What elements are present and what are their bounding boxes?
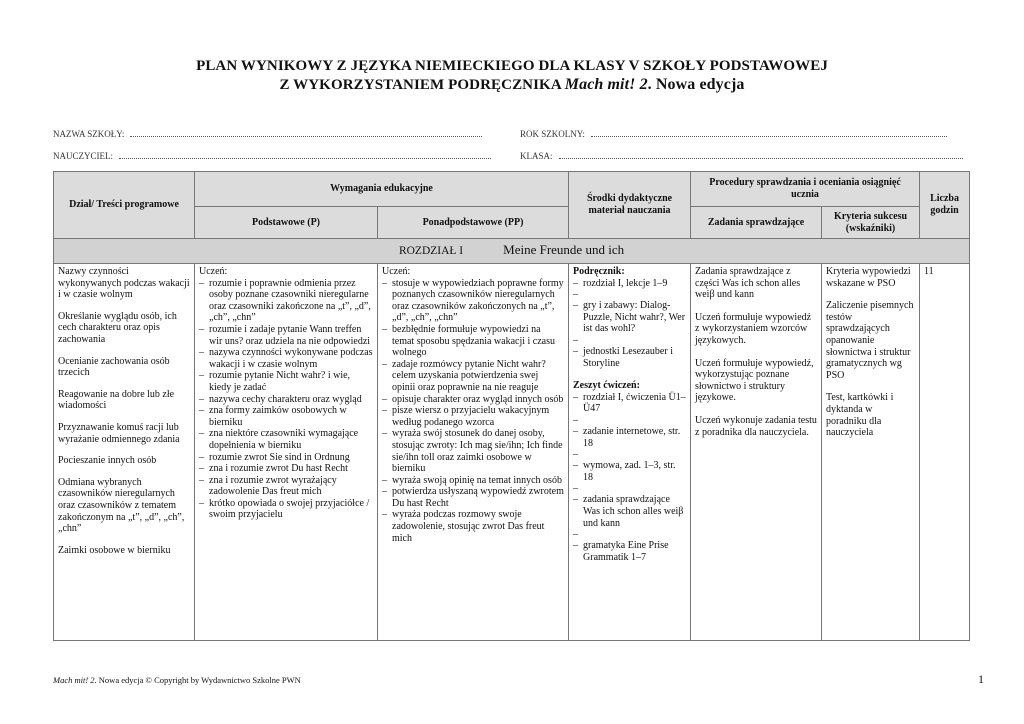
header-criteria: Kryteria sukcesu (wskaźniki) xyxy=(822,207,920,239)
basic-intro: Uczeń: xyxy=(199,266,228,277)
title-book: Mach mit! 2 xyxy=(564,76,648,93)
task-item: Zadania sprawdzające z części Was ich schon alles weiβ und kann xyxy=(695,266,801,301)
material-spacer xyxy=(573,415,686,426)
basic-requirements-cell xyxy=(195,264,378,641)
materials-cell xyxy=(569,264,691,641)
document-title-line1: PLAN WYNIKOWY Z JĘZYKA NIEMIECKIEGO DLA KLASY V SZKOŁY PODSTAWOWEJ xyxy=(196,58,828,74)
basic-item: – krótko opowiada o swojej przyjaciółce / swoim przyjacielu xyxy=(199,498,373,521)
footer-text: . Nowa edycja © Copyright by Wydawnictwo Szkolne PWN xyxy=(94,675,301,685)
topic-item: Ocenianie zachowania osób trzecich xyxy=(58,355,170,379)
basic-item: – zna i rozumie zwrot wyrażający zadowolenie Das freut mich xyxy=(199,475,373,498)
advanced-item: – wyraża podczas rozmowy swoje zadowolenie, stosując zwrot Das freut mich xyxy=(382,509,564,544)
basic-item: – zna i rozumie zwrot Du hast Recht xyxy=(199,463,373,475)
footer-book: Mach mit! 2 xyxy=(53,675,95,685)
basic-item: – zna niektóre czasowniki wymagające dopełnienia w bierniku xyxy=(199,428,373,451)
header-procedures: Procedury sprawdzania i oceniania osiągnięć ucznia xyxy=(691,172,920,207)
advanced-item: – stosuje w wypowiedziach poprawne formy poznanych czasowników nieregularnych oraz czasowników zakończonych na „t”, „d”, „ch”, „chn” xyxy=(382,278,564,324)
material-item: – jednostki Lesezauber i Storyline xyxy=(573,346,686,369)
teacher-label: NAUCZYCIEL: xyxy=(53,151,113,161)
topic-item: Reagowanie na dobre lub złe wiadomości xyxy=(58,388,175,412)
topic-item: Określanie wyglądu osób, ich cech charakteru oraz opis zachowania xyxy=(58,310,177,345)
textbook-label: Podręcznik: xyxy=(573,266,625,277)
header-tasks: Zadania sprawdzające xyxy=(691,207,822,239)
topic-item: Odmiana wybranych czasowników nieregularnych oraz czasowników z tematem zakończonym na „t”, „d”, „ch”, „chn” xyxy=(58,476,185,535)
advanced-item: – potwierdza usłyszaną wypowiedź zwrotem Du hast Recht xyxy=(382,486,564,509)
criteria-item: Zaliczenie pisemnych testów sprawdzających opanowanie słownictwa i struktur gramatycznych wg PSO xyxy=(826,300,914,381)
workbook-label: Zeszyt ćwiczeń: xyxy=(573,380,640,392)
plan-table xyxy=(53,171,970,641)
advanced-intro: Uczeń: xyxy=(382,266,411,277)
criteria-item: Test, kartkówki i dyktanda w poradniku dla nauczyciela xyxy=(826,392,894,439)
content-row xyxy=(54,264,970,641)
header-topic: Dział/ Treści programowe xyxy=(54,172,195,239)
header-requirements: Wymagania edukacyjne xyxy=(195,172,569,207)
chapter-row xyxy=(54,239,970,264)
basic-item: – rozumie zwrot Sie sind in Ordnung xyxy=(199,452,373,464)
material-item: – wymowa, zad. 1–3, str. 18 xyxy=(573,460,686,483)
material-spacer xyxy=(573,529,686,540)
material-item: – rozdział I, lekcje 1–9 xyxy=(573,278,686,290)
class-label: KLASA: xyxy=(520,151,553,161)
material-spacer xyxy=(573,449,686,460)
advanced-item: – wyraża swój stosunek do danej osoby, stosując zwroty: Ich mag sie/ihn; Ich finde sie/ihn toll oraz zaimki osobowe w bierniku xyxy=(382,428,564,474)
tasks-cell xyxy=(691,264,822,641)
topic-item: Przyznawanie komuś racji lub wyrażanie odmiennego zdania xyxy=(58,421,180,445)
task-item: Uczeń wykonuje zadania testu z poradnika dla nauczyciela. xyxy=(695,414,817,438)
school-label: NAZWA SZKOŁY: xyxy=(53,129,125,139)
basic-item: – rozumie i poprawnie odmienia przez osoby poznane czasowniki nieregularne oraz czasowniki zakończone na „t”, „d”, „ch”, „chn” xyxy=(199,278,373,324)
header-materials: Środki dydaktyczne materiał nauczania xyxy=(569,172,691,239)
basic-item: – nazywa czynności wykonywane podczas wakacji i w czasie wolnym xyxy=(199,347,373,370)
material-spacer xyxy=(573,483,686,494)
title-prefix: Z WYKORZYSTANIEM PODRĘCZNIKA xyxy=(279,77,565,93)
task-item: Uczeń formułuje wypowiedź, wykorzystując poznane słownictwo i struktury językowe. xyxy=(695,357,814,404)
chapter-label: ROZDZIAŁ I xyxy=(398,245,464,258)
footer-copyright xyxy=(53,675,301,685)
topic-item: Nazwy czynności wykonywanych podczas wakacji i w czasie wolnym xyxy=(58,266,190,301)
material-item: – gry i zabawy: Dialog-Puzzle, Nicht wahr?, Wer ist das wohl? xyxy=(573,300,686,335)
teacher-field xyxy=(53,150,491,161)
basic-item: – zna formy zaimków osobowych w bierniku xyxy=(199,405,373,428)
criteria-cell xyxy=(822,264,920,641)
title-suffix: . Nowa edycja xyxy=(647,76,745,93)
material-item: – gramatyka Eine Prise Grammatik 1–7 xyxy=(573,540,686,563)
header-basic: Podstawowe (P) xyxy=(195,207,378,239)
advanced-item: – zadaje rozmówcy pytanie Nicht wahr? celem uzyskania potwierdzenia swej opinii oraz poprawnie na nie reaguje xyxy=(382,359,564,394)
page-number: 1 xyxy=(978,672,984,686)
advanced-item: – opisuje charakter oraz wygląd innych osób xyxy=(382,394,564,406)
basic-item: – nazywa cechy charakteru oraz wygląd xyxy=(199,394,373,406)
material-spacer xyxy=(573,335,686,346)
material-spacer xyxy=(573,289,686,300)
document-title-line2 xyxy=(0,76,1024,94)
chapter-name: Meine Freunde und ich xyxy=(503,242,625,258)
material-item: – zadanie internetowe, str. 18 xyxy=(573,426,686,449)
hours-cell: 11 xyxy=(920,264,970,641)
header-hours: Liczba godzin xyxy=(920,172,970,239)
school-field xyxy=(53,128,482,139)
material-item: – rozdział I, ćwiczenia Ü1–Ü47 xyxy=(573,392,686,415)
class-field xyxy=(520,150,963,161)
school-year-field xyxy=(520,128,947,139)
material-item: – zadania sprawdzające Was ich schon alles weiβ und kann xyxy=(573,494,686,529)
advanced-item: – pisze wiersz o przyjacielu wakacyjnym według podanego wzorca xyxy=(382,405,564,428)
criteria-item: Kryteria wypowiedzi wskazane w PSO xyxy=(826,266,911,289)
advanced-item: – wyraża swoją opinię na temat innych osób xyxy=(382,475,564,487)
basic-item: – rozumie pytanie Nicht wahr? i wie, kiedy je zadać xyxy=(199,370,373,393)
topic-item: Zaimki osobowe w bierniku xyxy=(58,544,171,556)
topic-item: Pocieszanie innych osób xyxy=(58,455,157,467)
advanced-item: – bezbłędnie formułuje wypowiedzi na temat sposobu spędzania wakacji i czasu wolnego xyxy=(382,324,564,359)
topics-cell xyxy=(54,264,195,641)
advanced-requirements-cell xyxy=(378,264,569,641)
year-label: ROK SZKOLNY: xyxy=(520,129,585,139)
header-advanced: Ponadpodstawowe (PP) xyxy=(378,207,569,239)
task-item: Uczeń formułuje wypowiedź z wykorzystaniem wzorców językowych. xyxy=(695,311,812,346)
basic-item: – rozumie i zadaje pytanie Wann treffen wir uns? oraz udziela na nie odpowiedzi xyxy=(199,324,373,347)
